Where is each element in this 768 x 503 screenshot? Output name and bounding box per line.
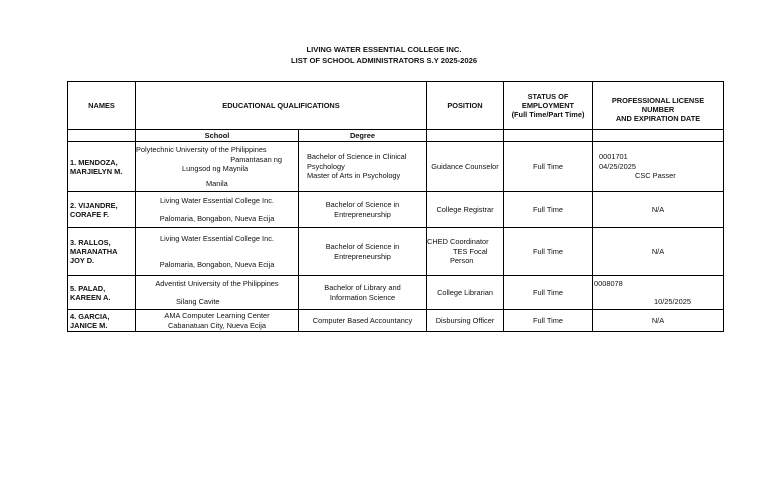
names-header: NAMES (68, 82, 136, 130)
names-subheader-empty (68, 130, 136, 142)
degree-header: Degree (299, 130, 427, 142)
degree-cell: Bachelor of Science in Entrepreneurship (299, 228, 427, 276)
license-header-line1: PROFESSIONAL LICENSE NUMBER (611, 96, 705, 114)
document-title (0, 44, 768, 66)
admin-name: 2. VIJANDRE, CORAFE F. (68, 192, 136, 228)
position-cell: College Librarian (427, 276, 504, 310)
table-row (68, 228, 724, 276)
status-header-line1: STATUS OF (527, 92, 569, 101)
position-cell: CHED Coordinator TES Focal Person (427, 228, 504, 276)
position-cell: Disbursing Officer (427, 310, 504, 332)
position-subheader-empty (427, 130, 504, 142)
degree-cell: Bachelor of Library and Information Science (299, 276, 427, 310)
status-cell: Full Time (504, 142, 593, 192)
status-subheader-empty (504, 130, 593, 142)
degree-cell: Computer Based Accountancy (299, 310, 427, 332)
college-name: LIVING WATER ESSENTIAL COLLEGE INC. (306, 45, 462, 54)
license-subheader-empty (593, 130, 724, 142)
position-cell: College Registrar (427, 192, 504, 228)
license-cell: N/A (593, 192, 724, 228)
table-row (68, 192, 724, 228)
table-row (68, 142, 724, 192)
school-cell: Living Water Essential College Inc. Palomaria, Bongabon, Nueva Ecija (136, 192, 299, 228)
license-cell: N/A (593, 310, 724, 332)
table-row (68, 276, 724, 310)
degree-cell: Bachelor of Science in Entrepreneurship (299, 192, 427, 228)
admin-name: 3. RALLOS, MARANATHA JOY D. (68, 228, 136, 276)
license-cell: 0008078 10/25/2025 (593, 276, 724, 310)
license-header (593, 82, 724, 130)
table-row (68, 310, 724, 332)
admin-name: 5. PALAD, KAREEN A. (68, 276, 136, 310)
admin-name: 1. MENDOZA, MARJIELYN M. (68, 142, 136, 192)
school-cell: AMA Computer Learning Center Cabanatuan City, Nueva Ecija (136, 310, 299, 332)
degree-cell: Bachelor of Science in Clinical Psychology Master of Arts in Psychology (299, 142, 427, 192)
list-title: LIST OF SCHOOL ADMINISTRATORS S.Y 2025-2026 (290, 56, 478, 65)
admin-name: 4. GARCIA, JANICE M. (68, 310, 136, 332)
license-cell: 0001701 04/25/2025 CSC Passer (593, 142, 724, 192)
position-header: POSITION (427, 82, 504, 130)
status-header-line3: (Full Time/Part Time) (511, 110, 585, 119)
administrators-table (67, 81, 724, 332)
position-cell: Guidance Counselor (427, 142, 504, 192)
status-cell: Full Time (504, 310, 593, 332)
status-cell: Full Time (504, 228, 593, 276)
license-header-line2: AND EXPIRATION DATE (615, 114, 701, 123)
school-cell: Adventist University of the Philippines Silang Cavite (136, 276, 299, 310)
school-cell: Polytechnic University of the Philippines Pamantasan ng Lungsod ng Maynila Manila (136, 142, 299, 192)
school-cell: Living Water Essential College Inc. Palomaria, Bongabon, Nueva Ecija (136, 228, 299, 276)
qualifications-header: EDUCATIONAL QUALIFICATIONS (136, 82, 427, 130)
header-row (68, 82, 724, 130)
license-cell: N/A (593, 228, 724, 276)
status-header (504, 82, 593, 130)
school-header: School (136, 130, 299, 142)
status-header-line2: EMPLOYMENT (521, 101, 575, 110)
subheader-row (68, 130, 724, 142)
status-cell: Full Time (504, 192, 593, 228)
status-cell: Full Time (504, 276, 593, 310)
